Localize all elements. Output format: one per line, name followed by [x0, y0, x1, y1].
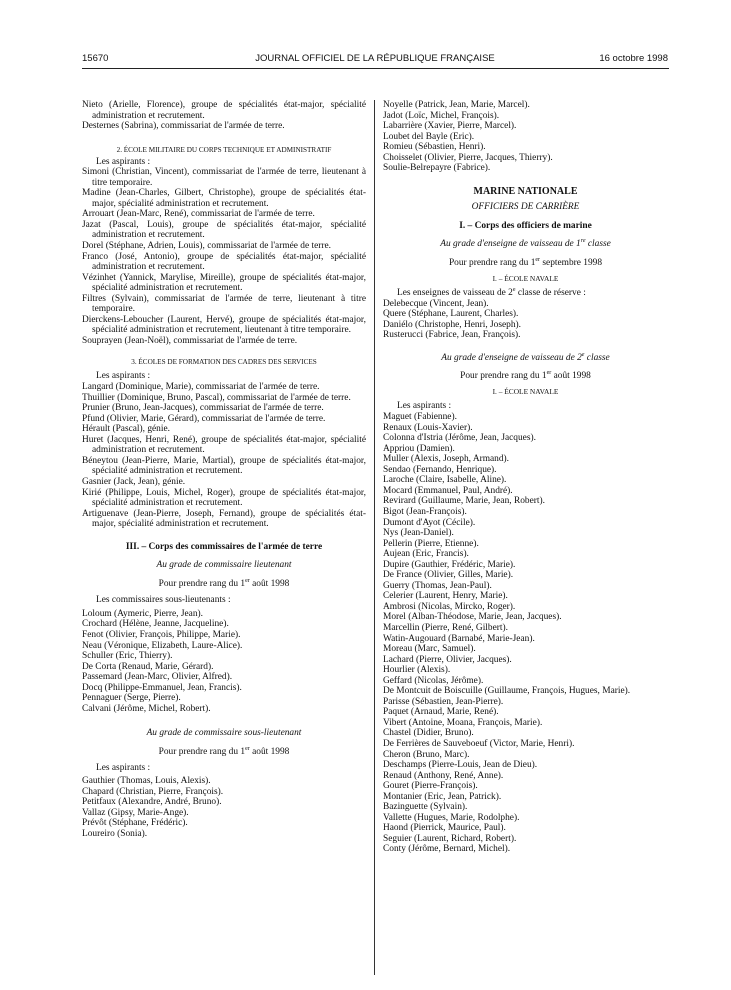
- grade-sous-lieutenant-heading: Au grade de commissaire sous-lieutenant: [146, 728, 302, 739]
- list-item: Marcellin (Pierre, René, Gilbert).: [383, 622, 508, 633]
- list-item: Pennaguer (Serge, Pierre).: [82, 693, 181, 704]
- list-item: Neau (Véronique, Elizabeth, Laure-Alice).: [82, 640, 243, 651]
- list-item: Appriou (Damien).: [383, 443, 455, 454]
- grade-2: Au grade d'enseigne de vaisseau de 2e classe: [441, 351, 610, 363]
- marine-nationale-title: MARINE NATIONALE: [473, 185, 578, 197]
- list-item: Quere (Stéphane, Laurent, Charles).: [383, 309, 519, 320]
- list-item: Watin-Augouard (Barnabé, Marie-Jean).: [383, 633, 535, 644]
- list-item: Desternes (Sabrina), commissariat de l'armée de terre.: [82, 121, 285, 132]
- list-item: Bazinguette (Sylvain).: [383, 802, 468, 813]
- ecole-navale-1: I. – ÉCOLE NAVALE: [492, 273, 559, 283]
- list-item: Souprayen (Jean-Noël), commissariat de l'armée de terre.: [82, 335, 298, 346]
- list-item: Montanier (Eric, Jean, Patrick).: [383, 791, 502, 802]
- list-item: Seguier (Laurent, Richard, Robert).: [383, 833, 517, 844]
- list-item: Laroche (Claire, Isabelle, Aline).: [383, 475, 507, 486]
- sous-lieutenant-aspirants-intro: Les aspirants :: [96, 763, 151, 774]
- list-item: Paquet (Arnaud, Marie, René).: [383, 707, 499, 718]
- list-item: Prunier (Bruno, Jean-Jacques), commissariat de l'armée de terre.: [82, 403, 324, 414]
- list-item: Gauthier (Thomas, Louis, Alexis).: [82, 775, 211, 786]
- issue-date: 16 octobre 1998: [599, 53, 668, 64]
- list-item: Crochard (Hélène, Jeanne, Jacqueline).: [82, 619, 229, 630]
- list-item: Arrouart (Jean-Marc, René), commissariat de l'armée de terre.: [82, 209, 315, 220]
- enseignes-intro: [383, 288, 668, 299]
- list-item: Bigot (Jean-François).: [383, 506, 467, 517]
- grade-1: Au grade d'enseigne de vaisseau de 1re classe: [440, 238, 611, 250]
- corps-3-title: III. – Corps des commissaires de l'armée de terre: [125, 541, 323, 552]
- corps-1-title: I. – Corps des officiers de marine: [459, 220, 592, 231]
- list-item: Labarrière (Xavier, Pierre, Marcel).: [383, 121, 517, 132]
- list-item: Jadot (Loïc, Michel, François).: [383, 110, 500, 121]
- ecole-navale-2: I. – ÉCOLE NAVALE: [492, 386, 559, 396]
- list-item: Docq (Philippe-Emmanuel, Jean, Francis).: [82, 682, 242, 693]
- column-divider: [374, 100, 375, 975]
- list-item: Mocard (Emmanuel, Paul, André).: [383, 485, 513, 496]
- lieutenant-names-list: [82, 609, 366, 714]
- enseignes-names-list: [383, 299, 668, 341]
- list-item: Calvani (Jérôme, Michel, Robert).: [82, 703, 211, 714]
- list-item: Petitfaux (Alexandre, André, Bruno).: [82, 797, 222, 808]
- grade-lieutenant-heading: Au grade de commissaire lieutenant: [156, 560, 292, 571]
- list-item: Vallaz (Gipsy, Marie-Ange).: [82, 807, 189, 818]
- right-column: [383, 100, 668, 855]
- list-item: Ambrosi (Nicolas, Mircko, Roger).: [383, 601, 516, 612]
- header-rule: [82, 68, 669, 69]
- sous-lieutenant-names-list: [82, 776, 366, 839]
- list-item: Noyelle (Patrick, Jean, Marie, Marcel).: [383, 100, 530, 110]
- list-item: Haond (Pierrick, Maurice, Paul).: [383, 823, 506, 834]
- list-item: Gouret (Pierre-François).: [383, 781, 478, 792]
- journal-title: JOURNAL OFFICIEL DE LA RÉPUBLIQUE FRANÇAISE: [255, 53, 495, 64]
- list-item: Pellerin (Pierre, Etienne).: [383, 538, 479, 549]
- list-item: Jazat (Pascal, Louis), groupe de spécialités état-major, spécialité administration et recrutement.: [82, 219, 366, 241]
- list-item: Kirié (Philippe, Louis, Michel, Roger), groupe de spécialités état-major, spécialité administration et recrutement.: [82, 487, 366, 509]
- rang-1: Pour prendre rang du 1er septembre 1998: [448, 256, 603, 269]
- list-item: De France (Olivier, Gilles, Marie).: [383, 570, 514, 581]
- rang-2: Pour prendre rang du 1er août 1998: [460, 370, 591, 382]
- list-item: Artiguenave (Jean-Pierre, Joseph, Fernand), groupe de spécialités état-major, spécialité administration et recrutement.: [82, 508, 366, 530]
- list-item: Dierckens-Leboucher (Laurent, Hervé), groupe de spécialités état-major, spécialité administration et recrutement, lieutenant à titre temporaire.: [82, 314, 366, 336]
- right-top-list: [383, 100, 668, 174]
- list-item: Maguet (Fabienne).: [383, 412, 457, 423]
- aspirants-intro: Les aspirants :: [397, 401, 452, 412]
- section-2-title: 2. ÉCOLE MILITAIRE DU CORPS TECHNIQUE ET ADMINISTRATIF: [116, 145, 332, 154]
- list-item: Chapard (Christian, Pierre, François).: [82, 786, 224, 797]
- list-item: Renaud (Anthony, René, Anne).: [383, 770, 504, 781]
- list-item: Vallette (Hugues, Marie, Rodolphe).: [383, 812, 520, 823]
- list-item: Franco (José, Antonio), groupe de spécialités état-major, spécialité administration et recrutement.: [82, 251, 366, 273]
- rang-septembre: [383, 258, 668, 269]
- list-item: Conty (Jérôme, Bernard, Michel).: [383, 844, 511, 855]
- page-number: 15670: [82, 53, 109, 64]
- list-item: Fenot (Olivier, François, Philippe, Marie).: [82, 629, 241, 640]
- list-item: Revirard (Guillaume, Marie, Jean, Robert).: [383, 496, 545, 507]
- section-3-title: 3. ÉCOLES DE FORMATION DES CADRES DES SERVICES: [131, 358, 317, 367]
- list-item: Choisselet (Olivier, Pierre, Jacques, Thierry).: [383, 152, 553, 163]
- list-item: Thuillier (Dominique, Bruno, Pascal), commissariat de l'armée de terre.: [82, 392, 351, 403]
- list-item: Morel (Alban-Théodose, Marie, Jean, Jacques).: [383, 612, 562, 623]
- list-item: Moreau (Marc, Samuel).: [383, 644, 476, 655]
- list-item: Delebecque (Vincent, Jean).: [383, 298, 489, 309]
- list-item: Vézinhet (Yannick, Marylise, Mireille), groupe de spécialités état-major, spécialité administration et recrutement.: [82, 272, 366, 294]
- list-item: Béneytou (Jean-Pierre, Marie, Martial), groupe de spécialités état-major, spécialité administration et recrutement.: [82, 455, 366, 477]
- list-item: Renaux (Louis-Xavier).: [383, 422, 473, 433]
- left-top-list: [82, 100, 366, 132]
- aspirants-names-list: [383, 412, 668, 855]
- list-item: Gasnier (Jack, Jean), génie.: [82, 476, 186, 487]
- list-item: Schuller (Eric, Thierry).: [82, 651, 173, 662]
- section-3-aspirants-label: Les aspirants :: [96, 371, 151, 382]
- list-item: Chastel (Didier, Bruno).: [383, 728, 474, 739]
- list-item: Nys (Jean-Daniel).: [383, 528, 454, 539]
- list-item: Dorel (Stéphane, Adrien, Louis), commissariat de l'armée de terre.: [82, 241, 331, 252]
- list-item: Deschamps (Pierre-Louis, Jean de Dieu).: [383, 760, 538, 771]
- intro-1: Les enseignes de vaisseau de 2e classe de réserve :: [397, 286, 586, 299]
- section-2-aspirants-label: Les aspirants :: [96, 156, 151, 167]
- list-item: Aujean (Eric, Francis).: [383, 549, 469, 560]
- list-item: Geffard (Nicolas, Jérôme).: [383, 675, 484, 686]
- grade-1re-classe-heading: [383, 239, 668, 250]
- list-item: Madine (Jean-Charles, Gilbert, Christophe), groupe de spécialités état-major, spécialité administration et recrutement.: [82, 188, 366, 209]
- list-item: Romieu (Sébastien, Henri).: [383, 142, 486, 153]
- list-item: Muller (Alexis, Joseph, Armand).: [383, 454, 510, 465]
- list-item: De Ferrières de Sauveboeuf (Victor, Marie, Henri).: [383, 738, 575, 749]
- list-item: Prévôt (Stéphane, Frédéric).: [82, 818, 188, 829]
- list-item: Vibert (Antoine, Moana, François, Marie).: [383, 717, 543, 728]
- rang-slt: Pour prendre rang du 1er août 1998: [158, 745, 290, 757]
- list-item: Soulie-Belrepayre (Fabrice).: [383, 163, 491, 174]
- list-item: Nieto (Arielle, Florence), groupe de spécialités état-major, spécialité administration et recrutement.: [82, 100, 366, 121]
- list-item: Guerry (Thomas, Jean-Paul).: [383, 580, 492, 591]
- list-item: Daniélo (Christophe, Henri, Joseph).: [383, 319, 521, 330]
- list-item: Filtres (Sylvain), commissariat de l'armée de terre, lieutenant à titre temporaire.: [82, 293, 366, 315]
- list-item: Rusterucci (Fabrice, Jean, François).: [383, 330, 521, 341]
- list-item: De Corta (Renaud, Marie, Gérard).: [82, 661, 214, 672]
- list-item: Celerier (Laurent, Henry, Marie).: [383, 591, 508, 602]
- list-item: Lachard (Pierre, Olivier, Jacques).: [383, 654, 512, 665]
- list-item: Simoni (Christian, Vincent), commissariat de l'armée de terre, lieutenant à titre temporaire.: [82, 167, 366, 188]
- list-item: Pfund (Olivier, Marie, Gérard), commissariat de l'armée de terre.: [82, 413, 326, 424]
- grade-2e-classe-heading: [383, 353, 668, 364]
- list-item: Parisse (Sébastien, Jean-Pierre).: [383, 696, 504, 707]
- section-2-list: [82, 167, 366, 346]
- list-item: Loloum (Aymeric, Pierre, Jean).: [82, 608, 203, 619]
- list-item: Loureiro (Sonia).: [82, 828, 148, 839]
- rang-sous-lieutenant: [82, 747, 366, 758]
- list-item: Dupire (Gauthier, Frédéric, Marie).: [383, 559, 516, 570]
- officiers-de-carriere-title: OFFICIERS DE CARRIÈRE: [471, 202, 580, 213]
- list-item: Hourlier (Alexis).: [383, 665, 451, 676]
- list-item: Passemard (Jean-Marc, Olivier, Alfred).: [82, 672, 233, 683]
- list-item: Cheron (Bruno, Marc).: [383, 749, 470, 760]
- section-3-list: [82, 382, 366, 530]
- page-header: [82, 53, 668, 67]
- list-item: Loubet del Bayle (Eric).: [383, 131, 475, 142]
- left-column: [82, 100, 366, 839]
- list-item: Hérault (Pascal), génie.: [82, 424, 170, 435]
- list-item: Dumont d'Ayot (Cécile).: [383, 517, 476, 528]
- list-item: Langard (Dominique, Marie), commissariat de l'armée de terre.: [82, 382, 320, 393]
- rang-lt: Pour prendre rang du 1er août 1998: [158, 577, 290, 589]
- list-item: Huret (Jacques, Henri, René), groupe de spécialités état-major, spécialité administration et recrutement.: [82, 434, 366, 456]
- list-item: Sendao (Fernando, Henrique).: [383, 464, 497, 475]
- list-item: Colonna d'Istria (Jérôme, Jean, Jacques).: [383, 433, 536, 444]
- sous-lieutenants-intro: Les commissaires sous-lieutenants :: [96, 595, 231, 606]
- list-item: De Montcuit de Boiscuille (Guillaume, François, Hugues, Marie).: [383, 686, 631, 697]
- rang-aout: [383, 371, 668, 382]
- rang-lieutenant: [82, 579, 366, 590]
